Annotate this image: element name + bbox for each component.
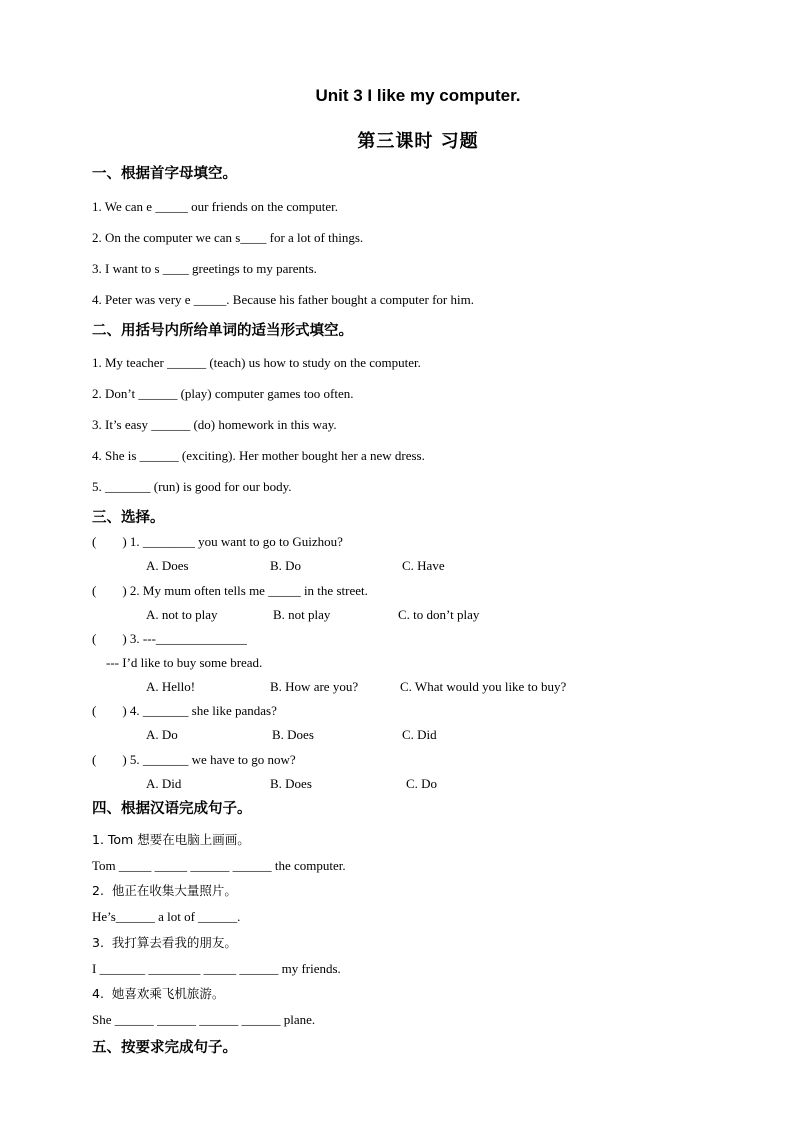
section-3-question-4: ( ) 4. _______ she like pandas? — [92, 703, 277, 718]
section-4-prompt-4: 4. 她喜欢乘飞机旅游。 — [92, 986, 225, 1001]
section-3-q3-option-a: A. Hello! — [146, 679, 196, 694]
section-1-item-2: 2. On the computer we can s____ for a lot of things. — [92, 230, 364, 245]
section-3-q3-option-c: C. What would you like to buy? — [400, 679, 567, 694]
section-4-heading: 四、根据汉语完成句子。 — [92, 801, 252, 817]
section-3-q1-option-c: C. Have — [402, 558, 445, 573]
section-2-item-4: 4. She is ______ (exciting). Her mother bought her a new dress. — [92, 448, 425, 463]
section-3-q4-option-b: B. Does — [272, 727, 314, 742]
section-3-q4-option-c: C. Did — [402, 727, 437, 742]
section-4-prompt-3: 3. 我打算去看我的朋友。 — [92, 935, 237, 950]
section-3-q5-option-a: A. Did — [146, 776, 182, 791]
section-3-question-3: ( ) 3. ---______________ — [92, 631, 247, 646]
section-2-item-3: 3. It’s easy ______ (do) homework in this way. — [92, 417, 337, 432]
section-5-heading: 五、按要求完成句子。 — [92, 1040, 237, 1056]
page-subtitle: 第三课时 习题 — [357, 131, 479, 152]
section-4-prompt-1: 1. Tom 想要在电脑上画画。 — [92, 832, 250, 847]
section-3-question-2: ( ) 2. My mum often tells me _____ in the street. — [92, 583, 368, 598]
section-3-question-1: ( ) 1. ________ you want to go to Guizhou? — [92, 534, 343, 549]
section-1-item-4: 4. Peter was very e _____. Because his father bought a computer for him. — [92, 292, 474, 307]
section-3-q5-option-c: C. Do — [406, 776, 438, 791]
section-2-heading: 二、用括号内所给单词的适当形式填空。 — [92, 323, 353, 339]
section-2-item-1: 1. My teacher ______ (teach) us how to study on the computer. — [92, 355, 421, 370]
section-1-heading: 一、根据首字母填空。 — [92, 166, 237, 182]
section-3-question-5: ( ) 5. _______ we have to go now? — [92, 752, 296, 767]
section-3-q2-option-c: C. to don’t play — [398, 607, 480, 622]
section-4-answer-1: Tom _____ _____ ______ ______ the computer. — [92, 858, 346, 873]
section-2-item-2: 2. Don’t ______ (play) computer games too often. — [92, 386, 354, 401]
page-title: Unit 3 I like my computer. — [315, 86, 521, 105]
section-3-q3-option-b: B. How are you? — [270, 679, 359, 694]
section-2-item-5: 5. _______ (run) is good for our body. — [92, 479, 292, 494]
section-4-prompt-2: 2. 他正在收集大量照片。 — [92, 883, 237, 898]
section-3-q4-option-a: A. Do — [146, 727, 178, 742]
section-3-q1-option-b: B. Do — [270, 558, 302, 573]
section-3-q3-dialogue: --- I’d like to buy some bread. — [106, 655, 263, 670]
section-4-answer-2: He’s______ a lot of ______. — [92, 909, 241, 924]
section-1-item-1: 1. We can e _____ our friends on the computer. — [92, 199, 339, 214]
section-3-q2-option-a: A. not to play — [146, 607, 218, 622]
section-3-q1-option-a: A. Does — [146, 558, 189, 573]
section-4-answer-3: I _______ ________ _____ ______ my friends. — [92, 961, 341, 976]
section-3-q2-option-b: B. not play — [273, 607, 331, 622]
section-4-answer-4: She ______ ______ ______ ______ plane. — [92, 1012, 316, 1027]
section-1-item-3: 3. I want to s ____ greetings to my parents. — [92, 261, 317, 276]
section-3-q5-option-b: B. Does — [270, 776, 312, 791]
section-3-heading: 三、选择。 — [92, 510, 165, 526]
